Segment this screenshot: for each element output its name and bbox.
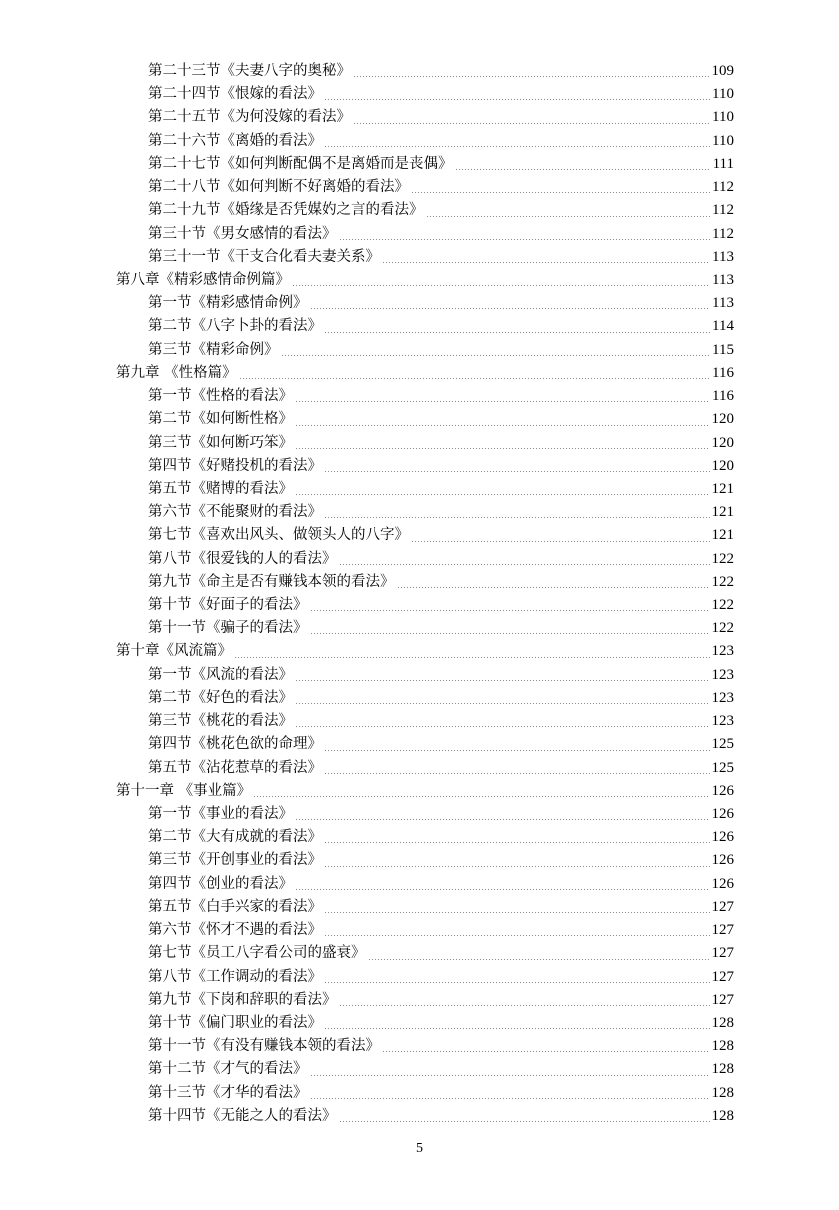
dot-leader <box>353 123 710 124</box>
toc-entry-page-number: 112 <box>712 179 734 196</box>
toc-entry-title: 第九节《命主是否有赚钱本领的看法》 <box>148 573 395 590</box>
toc-entry-title: 第三节《精彩命例》 <box>148 341 279 358</box>
toc-section-entry[interactable] <box>116 919 734 942</box>
toc-entry-title: 第二十九节《婚缘是否凭媒妁之言的看法》 <box>148 202 424 219</box>
toc-entry-page-number: 110 <box>712 109 734 126</box>
toc-entry-page-number: 127 <box>711 945 734 962</box>
toc-entry-page-number: 128 <box>711 1014 734 1031</box>
toc-entry-title: 第二十四节《恨嫁的看法》 <box>148 86 322 103</box>
toc-section-entry[interactable] <box>116 223 734 246</box>
toc-entry-page-number: 112 <box>712 225 734 242</box>
toc-entry-page-number: 127 <box>711 898 734 915</box>
toc-entry-title: 第九节《下岗和辞职的看法》 <box>148 991 337 1008</box>
toc-section-entry[interactable] <box>116 803 734 826</box>
toc-section-entry[interactable] <box>116 873 734 896</box>
toc-entry-page-number: 128 <box>711 1038 734 1055</box>
toc-entry-page-number: 110 <box>712 132 734 149</box>
toc-section-entry[interactable] <box>116 501 734 524</box>
toc-entry-page-number: 113 <box>712 248 734 265</box>
toc-entry-title: 第七节《员工八字看公司的盛衰》 <box>148 945 366 962</box>
dot-leader <box>353 76 710 77</box>
toc-entry-page-number: 123 <box>711 713 734 730</box>
toc-section-entry[interactable] <box>116 292 734 315</box>
toc-entry-page-number: 109 <box>711 63 734 79</box>
toc-entry-title: 第三节《桃花的看法》 <box>148 713 293 730</box>
toc-entry-page-number: 125 <box>711 759 734 776</box>
toc-section-entry[interactable] <box>116 664 734 687</box>
dot-leader <box>397 587 710 588</box>
toc-entry-title: 第一节《性格的看法》 <box>148 388 293 405</box>
toc-section-entry[interactable] <box>116 826 734 849</box>
toc-section-entry[interactable] <box>116 524 734 547</box>
toc-section-entry[interactable] <box>116 687 734 710</box>
dot-leader <box>324 146 710 147</box>
toc-entry-title: 第一节《事业的看法》 <box>148 806 293 822</box>
toc-section-entry[interactable] <box>116 896 734 919</box>
toc-entry-page-number: 127 <box>711 991 734 1008</box>
dot-leader <box>295 401 710 402</box>
toc-entry-page-number: 122 <box>711 597 734 614</box>
dot-leader <box>310 1098 710 1099</box>
dot-leader <box>455 169 711 170</box>
toc-entry-title: 第十三节《才华的看法》 <box>148 1084 308 1101</box>
dot-leader <box>295 680 710 681</box>
toc-entry-page-number: 127 <box>711 922 734 939</box>
toc-entry-title: 第十章《风流篇》 <box>116 643 232 660</box>
dot-leader <box>324 842 710 843</box>
toc-entry-page-number: 121 <box>711 480 734 497</box>
toc-section-entry[interactable] <box>116 385 734 408</box>
toc-entry-page-number: 113 <box>712 271 734 288</box>
toc-entry-title: 第十节《好面子的看法》 <box>148 597 308 614</box>
toc-entry-page-number: 122 <box>711 620 734 637</box>
toc-chapter-entry[interactable] <box>116 780 734 803</box>
toc-entry-title: 第八节《工作调动的看法》 <box>148 968 322 985</box>
toc-entry-page-number: 114 <box>712 318 734 335</box>
toc-entry-title: 第八章《精彩感情命例篇》 <box>116 271 290 288</box>
dot-leader <box>234 657 710 658</box>
toc-entry-page-number: 120 <box>711 457 734 474</box>
dot-leader <box>281 355 711 356</box>
toc-entry-title: 第二十八节《如何判断不好离婚的看法》 <box>148 179 409 196</box>
dot-leader <box>295 819 710 820</box>
dot-leader <box>310 610 710 611</box>
toc-entry-title: 第二十七节《如何判断配偶不是离婚而是丧偶》 <box>148 155 453 172</box>
toc-entry-title: 第一节《精彩感情命例》 <box>148 295 308 312</box>
dot-leader <box>339 1005 710 1006</box>
toc-entry-title: 第五节《赌博的看法》 <box>148 480 293 497</box>
toc-section-entry[interactable] <box>116 594 734 617</box>
toc-entry-page-number: 120 <box>711 411 734 428</box>
dot-leader <box>324 471 710 472</box>
page-number: 5 <box>416 1141 423 1156</box>
toc-entry-page-number: 115 <box>712 341 734 358</box>
toc-entry-page-number: 128 <box>711 1084 734 1101</box>
toc-section-entry[interactable] <box>116 339 734 362</box>
toc-entry-title: 第二节《如何断性格》 <box>148 411 293 428</box>
toc-section-entry[interactable] <box>116 153 734 176</box>
toc-entry-title: 第十四节《无能之人的看法》 <box>148 1107 337 1124</box>
toc-entry-title: 第九章 《性格篇》 <box>116 364 237 381</box>
dot-leader <box>324 1028 710 1029</box>
toc-entry-title: 第六节《怀才不遇的看法》 <box>148 922 322 939</box>
dot-leader <box>253 796 709 797</box>
toc-chapter-entry[interactable] <box>116 269 734 292</box>
dot-leader <box>324 912 710 913</box>
toc-section-entry[interactable] <box>116 199 734 222</box>
toc-section-entry[interactable] <box>116 942 734 965</box>
toc-entry-title: 第二十五节《为何没嫁的看法》 <box>148 109 351 126</box>
toc-entry-title: 第十二节《才气的看法》 <box>148 1061 308 1078</box>
toc-section-entry[interactable] <box>116 733 734 756</box>
dot-leader <box>339 239 711 240</box>
dot-leader <box>411 541 710 542</box>
toc-entry-page-number: 116 <box>712 388 734 405</box>
toc-entry-title: 第二节《八字卜卦的看法》 <box>148 318 322 335</box>
toc-entry-title: 第三十节《男女感情的看法》 <box>148 225 337 242</box>
toc-entry-title: 第二节《大有成就的看法》 <box>148 829 322 846</box>
dot-leader <box>295 448 710 449</box>
toc-entry-page-number: 126 <box>711 806 734 822</box>
dot-leader <box>239 378 710 379</box>
toc-entry-page-number: 123 <box>711 666 734 683</box>
dot-leader <box>324 982 710 983</box>
toc-entry-title: 第十一章 《事业篇》 <box>116 782 252 799</box>
dot-leader <box>324 99 710 100</box>
toc-section-entry[interactable] <box>116 408 734 431</box>
toc-entry-page-number: 120 <box>711 434 734 451</box>
toc-entry-page-number: 122 <box>711 550 734 567</box>
toc-entry-page-number: 110 <box>712 86 734 103</box>
toc-entry-page-number: 128 <box>711 1061 734 1078</box>
toc-section-entry[interactable] <box>116 60 734 83</box>
toc-entry-page-number: 112 <box>712 202 734 219</box>
dot-leader <box>292 285 710 286</box>
dot-leader <box>324 935 710 936</box>
toc-section-entry[interactable] <box>116 432 734 455</box>
toc-entry-title: 第十一节《骗子的看法》 <box>148 620 308 637</box>
dot-leader <box>310 633 710 634</box>
toc-entry-page-number: 113 <box>712 295 734 312</box>
toc-section-entry[interactable] <box>116 1105 734 1128</box>
toc-section-entry[interactable] <box>116 130 734 153</box>
dot-leader <box>339 1121 710 1122</box>
dot-leader <box>295 494 710 495</box>
dot-leader <box>324 517 710 518</box>
dot-leader <box>324 866 710 867</box>
dot-leader <box>310 308 711 309</box>
toc-entry-title: 第十一节《有没有赚钱本领的看法》 <box>148 1038 380 1055</box>
toc-entry-title: 第四节《好赌投机的看法》 <box>148 457 322 474</box>
toc-entry-page-number: 121 <box>711 527 734 544</box>
dot-leader <box>295 889 710 890</box>
dot-leader <box>295 425 710 426</box>
toc-entry-title: 第七节《喜欢出风头、做领头人的八字》 <box>148 527 409 544</box>
toc-entry-title: 第一节《风流的看法》 <box>148 666 293 683</box>
dot-leader <box>426 216 711 217</box>
toc-chapter-entry[interactable] <box>116 362 734 385</box>
toc-section-entry[interactable] <box>116 246 734 269</box>
table-of-contents <box>116 60 734 1128</box>
toc-section-entry[interactable] <box>116 106 734 129</box>
dot-leader <box>382 1051 710 1052</box>
toc-entry-title: 第四节《创业的看法》 <box>148 875 293 892</box>
toc-entry-page-number: 128 <box>711 1107 734 1124</box>
toc-entry-title: 第二节《好色的看法》 <box>148 689 293 706</box>
toc-entry-page-number: 122 <box>711 573 734 590</box>
toc-section-entry[interactable] <box>116 1082 734 1105</box>
toc-section-entry[interactable] <box>116 571 734 594</box>
toc-section-entry[interactable] <box>116 710 734 733</box>
toc-entry-page-number: 116 <box>712 364 734 381</box>
toc-section-entry[interactable] <box>116 83 734 106</box>
dot-leader <box>295 703 710 704</box>
toc-entry-title: 第三十一节《干支合化看夫妻关系》 <box>148 248 380 265</box>
toc-section-entry[interactable] <box>116 315 734 338</box>
dot-leader <box>368 959 710 960</box>
toc-entry-page-number: 125 <box>711 736 734 753</box>
toc-section-entry[interactable] <box>116 548 734 571</box>
toc-entry-page-number: 126 <box>711 782 734 799</box>
dot-leader <box>324 773 710 774</box>
toc-section-entry[interactable] <box>116 455 734 478</box>
toc-entry-title: 第三节《如何断巧笨》 <box>148 434 293 451</box>
toc-entry-page-number: 111 <box>712 155 734 172</box>
dot-leader <box>411 192 710 193</box>
toc-entry-title: 第十节《偏门职业的看法》 <box>148 1014 322 1031</box>
toc-entry-title: 第四节《桃花色欲的命理》 <box>148 736 322 753</box>
toc-entry-page-number: 123 <box>711 689 734 706</box>
toc-entry-title: 第八节《很爱钱的人的看法》 <box>148 550 337 567</box>
dot-leader <box>295 726 710 727</box>
dot-leader <box>310 1075 710 1076</box>
toc-entry-page-number: 126 <box>711 829 734 846</box>
toc-section-entry[interactable] <box>116 757 734 780</box>
dot-leader <box>382 262 710 263</box>
toc-section-entry[interactable] <box>116 849 734 872</box>
toc-entry-title: 第二十三节《夫妻八字的奥秘》 <box>148 63 351 79</box>
dot-leader <box>324 750 710 751</box>
toc-entry-title: 第三节《开创事业的看法》 <box>148 852 322 869</box>
toc-section-entry[interactable] <box>116 1058 734 1081</box>
toc-section-entry[interactable] <box>116 1035 734 1058</box>
toc-entry-page-number: 126 <box>711 875 734 892</box>
toc-chapter-entry[interactable] <box>116 640 734 663</box>
dot-leader <box>324 332 710 333</box>
toc-entry-page-number: 126 <box>711 852 734 869</box>
toc-section-entry[interactable] <box>116 617 734 640</box>
toc-entry-title: 第六节《不能聚财的看法》 <box>148 504 322 521</box>
toc-section-entry[interactable] <box>116 966 734 989</box>
toc-entry-page-number: 123 <box>711 643 734 660</box>
toc-section-entry[interactable] <box>116 989 734 1012</box>
dot-leader <box>339 564 710 565</box>
toc-entry-page-number: 121 <box>711 504 734 521</box>
toc-section-entry[interactable] <box>116 478 734 501</box>
toc-entry-title: 第五节《白手兴家的看法》 <box>148 898 322 915</box>
toc-entry-page-number: 127 <box>711 968 734 985</box>
toc-entry-title: 第二十六节《离婚的看法》 <box>148 132 322 149</box>
toc-section-entry[interactable] <box>116 1012 734 1035</box>
toc-entry-title: 第五节《沾花惹草的看法》 <box>148 759 322 776</box>
toc-section-entry[interactable] <box>116 176 734 199</box>
